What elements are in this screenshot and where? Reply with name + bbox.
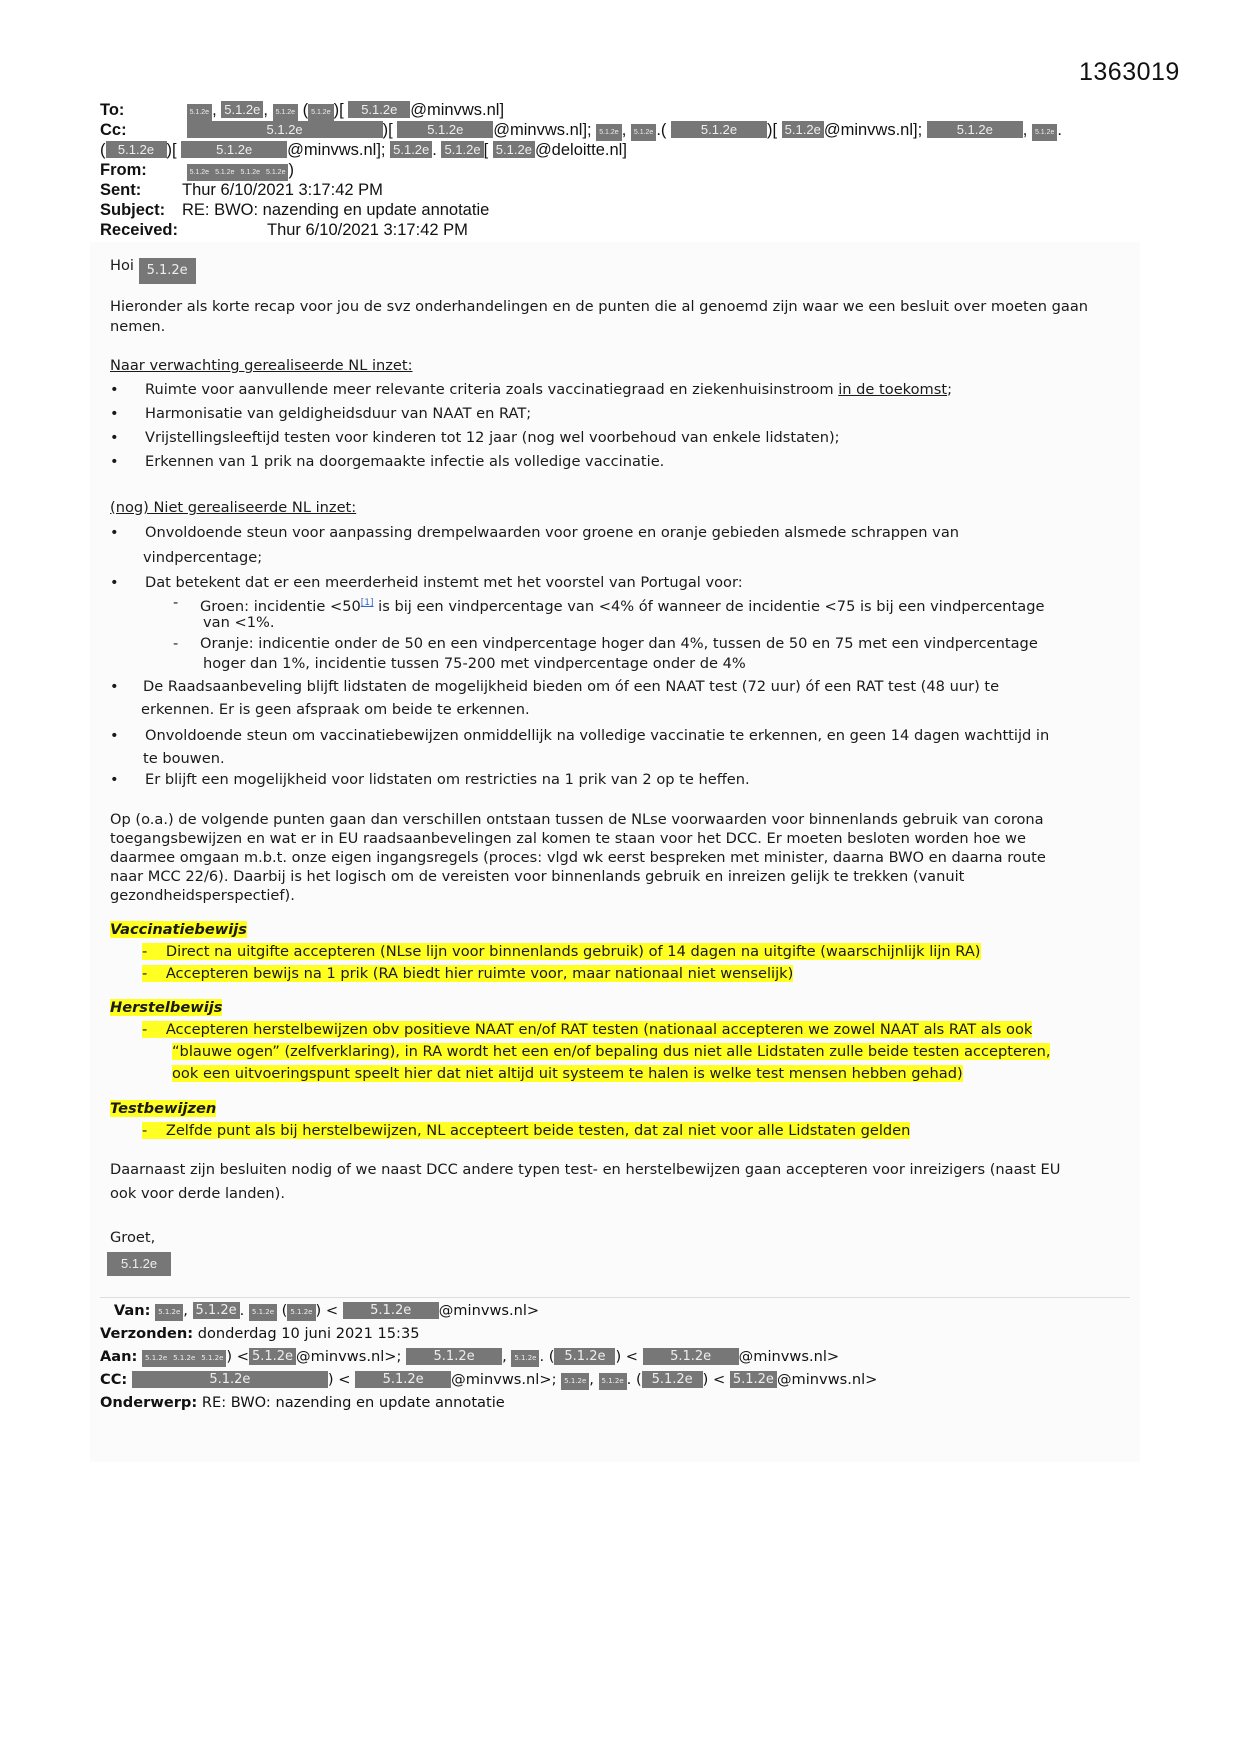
section-testbewijzen-title: Testbewijzen	[110, 1100, 217, 1117]
list-item-text: Vrijstellingsleeftijd testen voor kinderen tot 12 jaar (nog wel voorbehoud van enkele lidstaten);	[145, 429, 840, 446]
forwarded-subject-row: Onderwerp: RE: BWO: nazending en update annotatie	[100, 1394, 505, 1411]
email-domain: @minvws.nl];	[823, 121, 923, 139]
redaction-box: 5.1.2e	[212, 164, 237, 181]
redaction-box: 5.1.2e	[187, 121, 383, 138]
vacc-item: - Direct na uitgifte accepteren (NLse lijn voor binnenlands gebruik) of 14 dagen na uitgifte (waarschijnlijk lijn RA)	[142, 943, 981, 960]
document-number: 1363019	[1079, 58, 1180, 86]
herst-item-continuation: “blauwe ogen” (zelfverklaring), in RA wordt het een en/of bepaling dus niet alle Lidstaten zulle beide testen accepteren,	[172, 1043, 1051, 1060]
redaction-box: 5.1.2e	[631, 124, 656, 141]
list-item-continuation: vindpercentage;	[143, 549, 263, 566]
paragraph-additional: Daarnaast zijn besluiten nodig of we naast DCC andere typen test- en herstelbewijzen gaan accepteren voor inreizigers (naast EU ook voor derde landen).	[110, 1161, 1061, 1202]
redaction-box: 5.1.2e	[927, 121, 1023, 138]
cc-row-1: Cc: 5.1.2e )[ 5.1.2e @minvws.nl]; 5.1.2e , 5.1.2e .( 5.1.2e )[ 5.1.2e @minvws.nl]; 5.1.2e , 5.1.2e .	[100, 121, 1063, 139]
redaction-box: 5.1.2e	[181, 141, 287, 158]
email-domain: @deloitte.nl]	[534, 141, 627, 159]
sent-label: Sent:	[100, 181, 142, 199]
list-item-text: Dat betekent dat er een meerderheid instemt met het voorstel van Portugal voor:	[145, 574, 743, 591]
subject-row	[100, 200, 1100, 220]
redaction-box: 5.1.2e	[390, 141, 432, 158]
redaction-box: 5.1.2e	[187, 104, 212, 121]
list-item-text: Onvoldoende steun voor aanpassing drempelwaarden voor groene en oranje gebieden alsmede schrappen van	[145, 524, 960, 541]
list-item-text: De Raadsaanbeveling blijft lidstaten de mogelijkheid bieden om óf een NAAT test (72 uur) óf een RAT test (48 uur) te	[143, 678, 1000, 695]
cc-row-2: ( 5.1.2e )[ 5.1.2e @minvws.nl]; 5.1.2e . 5.1.2e [ 5.1.2e @deloitte.nl]	[100, 141, 627, 159]
test-item: - Zelfde punt als bij herstelbewijzen, NL accepteert beide testen, dat zal niet voor alle Lidstaten gelden	[142, 1122, 911, 1139]
intro-paragraph: Hieronder als korte recap voor jou de svz onderhandelingen en de punten die al genoemd zijn waar we een besluit over moeten gaan nemen.	[110, 298, 1089, 335]
received-row	[100, 220, 1100, 240]
subject-value: RE: BWO: nazending en update annotatie	[182, 201, 490, 219]
forwarded-separator	[100, 1297, 1130, 1298]
section-vaccinatiebewijs-title: Vaccinatiebewijs	[110, 921, 247, 938]
list-item-continuation: te bouwen.	[143, 750, 225, 767]
email-domain: @minvws.nl]	[410, 101, 505, 119]
to-row: To: 5.1.2e , 5.1.2e , 5.1.2e ( 5.1.2e )[ 5.1.2e @minvws.nl]	[100, 101, 505, 119]
email-domain: @minvws.nl];	[493, 121, 592, 139]
redaction-box: 5.1.2e	[596, 124, 621, 141]
closing: Groet,	[110, 1229, 156, 1246]
forwarded-sent-row: Verzonden: donderdag 10 juni 2021 15:35	[100, 1325, 420, 1342]
sub-item-text: Groen: incidentie <50[1] is bij een vindpercentage van <4% óf wanneer de incidentie <75 is bij een vindpercentage	[200, 597, 1045, 615]
not-realised-title: (nog) Niet gerealiseerde NL inzet:	[110, 499, 357, 516]
signature-redaction: 5.1.2e	[107, 1252, 171, 1276]
from-label: From:	[100, 161, 147, 179]
received-value: Thur 6/10/2021 3:17:42 PM	[267, 221, 468, 239]
sub-item-dash: -	[173, 594, 179, 611]
list-item-underlined: in de toekomst	[838, 381, 948, 398]
sub-item-dash: -	[173, 635, 179, 652]
list-item-text: Ruimte voor aanvullende meer relevante criteria zoals vaccinatiegraad en ziekenhuisinstroom	[145, 381, 834, 398]
sub-item-text: Oranje: indicentie onder de 50 en een vindpercentage hoger dan 4%, tussen de 50 en 75 met een vindpercentage	[200, 635, 1038, 652]
vacc-item: - Accepteren bewijs na 1 prik (RA biedt hier ruimte voor, maar nationaal niet wenselijk)	[142, 965, 794, 982]
subject-label: Subject:	[100, 201, 166, 219]
redaction-box: 5.1.2e	[106, 141, 167, 158]
redaction-box: 5.1.2e	[221, 101, 263, 118]
list-item-text: Er blijft een mogelijkheid voor lidstaten om restricties na 1 prik van 2 op te heffen.	[145, 771, 750, 788]
redaction-box: 5.1.2e	[441, 141, 483, 158]
list-item-text: Harmonisatie van geldigheidsduur van NAAT en RAT;	[145, 405, 532, 422]
redaction-box: 5.1.2e	[139, 258, 196, 284]
redaction-box: 5.1.2e	[493, 141, 535, 158]
realised-title: Naar verwachting gerealiseerde NL inzet:	[110, 357, 413, 374]
cc-label: Cc:	[100, 121, 127, 139]
redaction-box: 5.1.2e	[308, 104, 333, 121]
forwarded-to-row: Aan: 5.1.2e 5.1.2e 5.1.2e ) < 5.1.2e @minvws.nl>; 5.1.2e , 5.1.2e . ( 5.1.2e ) < 5.1.2e @minvws.nl>	[100, 1348, 840, 1365]
herst-item: - Accepteren herstelbewijzen obv positieve NAAT en/of RAT testen (nationaal accepteren we zowel NAAT als RAT als ook	[142, 1021, 1033, 1038]
redaction-box: 5.1.2e	[671, 121, 767, 138]
paragraph-differences: Op (o.a.) de volgende punten gaan dan verschillen ontstaan tussen de NLse voorwaarden voor binnenlands gebruik van corona toegangsbewijzen en wat er in EU raadsaanbevelingen zal komen te staan voor het DCC. Er moeten besloten worden hoe we daarmee omgaan m.b.t. onze eigen ingangsregels (proces: vlgd wk eerst bespreken met minister, daarna BWO en daarna route naar MCC 22/6). Daarbij is het logisch om de vereisten voor binnenlands gebruik en inreizen gelijk te trekken (vanuit gezondheidsperspectief).	[110, 811, 1046, 904]
email-domain: @minvws.nl];	[287, 141, 386, 159]
greeting-line	[110, 256, 1120, 284]
redaction-box: 5.1.2e	[1032, 124, 1057, 141]
email-header	[100, 100, 1100, 240]
forwarded-from-row: Van: 5.1.2e , 5.1.2e . 5.1.2e ( 5.1.2e ) < 5.1.2e @minvws.nl>	[113, 1302, 540, 1319]
section-herstelbewijs-title: Herstelbewijs	[110, 999, 223, 1016]
greeting: Hoi	[110, 257, 134, 274]
list-item-continuation: erkennen. Er is geen afspraak om beide te erkennen.	[141, 701, 530, 718]
herst-item-continuation: ook een uitvoeringspunt speelt hier dat niet altijd uit systeem te halen is welke test mensen hebben gehad)	[172, 1065, 963, 1082]
list-item-text: Onvoldoende steun om vaccinatiebewijzen onmiddellijk na volledige vaccinatie te erkennen, en geen 14 dagen wachttijd in	[145, 727, 1050, 744]
redaction-box: 5.1.2e	[397, 121, 493, 138]
forwarded-cc-row: CC: 5.1.2e ) < 5.1.2e @minvws.nl>; 5.1.2e , 5.1.2e . ( 5.1.2e ) < 5.1.2e @minvws.nl>	[100, 1371, 878, 1388]
sent-value: Thur 6/10/2021 3:17:42 PM	[182, 181, 383, 199]
received-label: Received:	[100, 221, 178, 239]
redaction-box: 5.1.2e	[238, 164, 263, 181]
redaction-box: 5.1.2e	[348, 101, 410, 118]
from-row: From: 5.1.2e 5.1.2e 5.1.2e 5.1.2e )	[100, 161, 294, 179]
footnote-link[interactable]: [1]	[360, 598, 374, 608]
redaction-box: 5.1.2e	[263, 164, 288, 181]
redaction-box: 5.1.2e	[187, 164, 212, 181]
redaction-box: 5.1.2e	[782, 121, 824, 138]
redaction-box: 5.1.2e	[273, 104, 298, 121]
sub-item-continuation: hoger dan 1%, incidentie tussen 75-200 met vindpercentage onder de 4%	[203, 655, 746, 672]
list-item-text: Erkennen van 1 prik na doorgemaakte infectie als volledige vaccinatie.	[145, 453, 665, 470]
sent-row	[100, 180, 1100, 200]
sub-item-continuation: van <1%.	[203, 614, 275, 631]
to-label: To:	[100, 101, 125, 119]
